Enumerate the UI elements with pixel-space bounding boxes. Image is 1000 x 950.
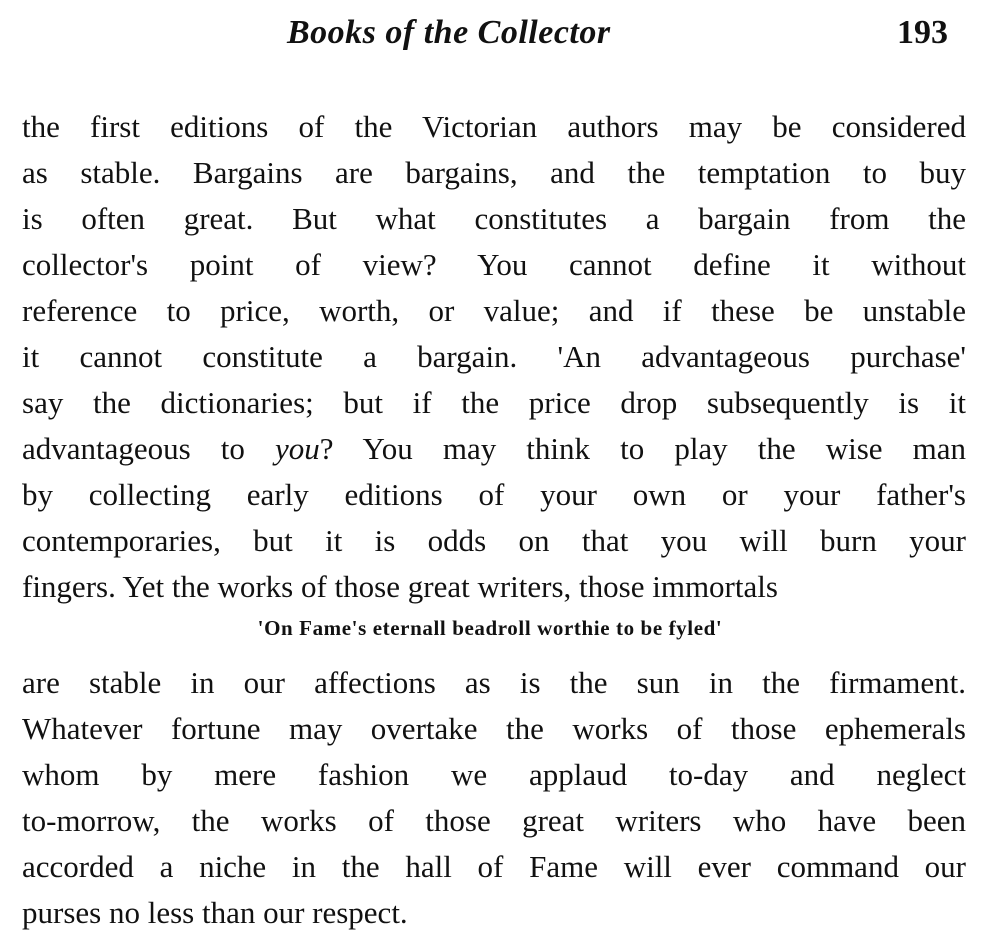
text-line-with-italic: [22, 426, 966, 472]
text-line: contemporaries, but it is odds on that you will burn your: [22, 523, 966, 558]
text-line: it cannot constitute a bargain. 'An advantageous purchase': [22, 339, 966, 374]
running-head: [0, 14, 1000, 58]
text-line: reference to price, worth, or value; and if these be unstable: [22, 293, 966, 328]
text-line: accorded a niche in the hall of Fame will ever command our: [22, 849, 966, 884]
text-line: by collecting early editions of your own or your father's: [22, 477, 966, 512]
text-line: say the dictionaries; but if the price drop subsequently is it: [22, 385, 966, 420]
text-fragment: advantageous to: [22, 431, 245, 466]
paragraph-two: [22, 660, 966, 936]
text-line: purses no less than our respect.: [22, 895, 408, 930]
text-line: to-morrow, the works of those great writers who have been: [22, 803, 966, 838]
text-fragment: ? You may think to play the wise man: [319, 431, 966, 466]
text-line: Whatever fortune may overtake the works of those ephemerals: [22, 711, 966, 746]
running-title: Books of the Collector: [287, 14, 611, 51]
text-line: fingers. Yet the works of those great writers, those immortals: [22, 569, 778, 604]
page-number: 193: [897, 14, 948, 51]
quotation-text: 'On Fame's eternall beadroll worthie to be fyled': [257, 616, 723, 640]
text-line: are stable in our affections as is the sun in the firmament.: [22, 665, 966, 700]
text-line: whom by mere fashion we applaud to-day and neglect: [22, 757, 966, 792]
text-line: the first editions of the Victorian authors may be considered: [22, 109, 966, 144]
text-line: as stable. Bargains are bargains, and the temptation to buy: [22, 155, 966, 190]
text-line: collector's point of view? You cannot define it without: [22, 247, 966, 282]
italic-word: you: [275, 431, 320, 466]
text-line: is often great. But what constitutes a bargain from the: [22, 201, 966, 236]
quotation: [0, 616, 1000, 641]
paragraph-one: [22, 104, 966, 610]
